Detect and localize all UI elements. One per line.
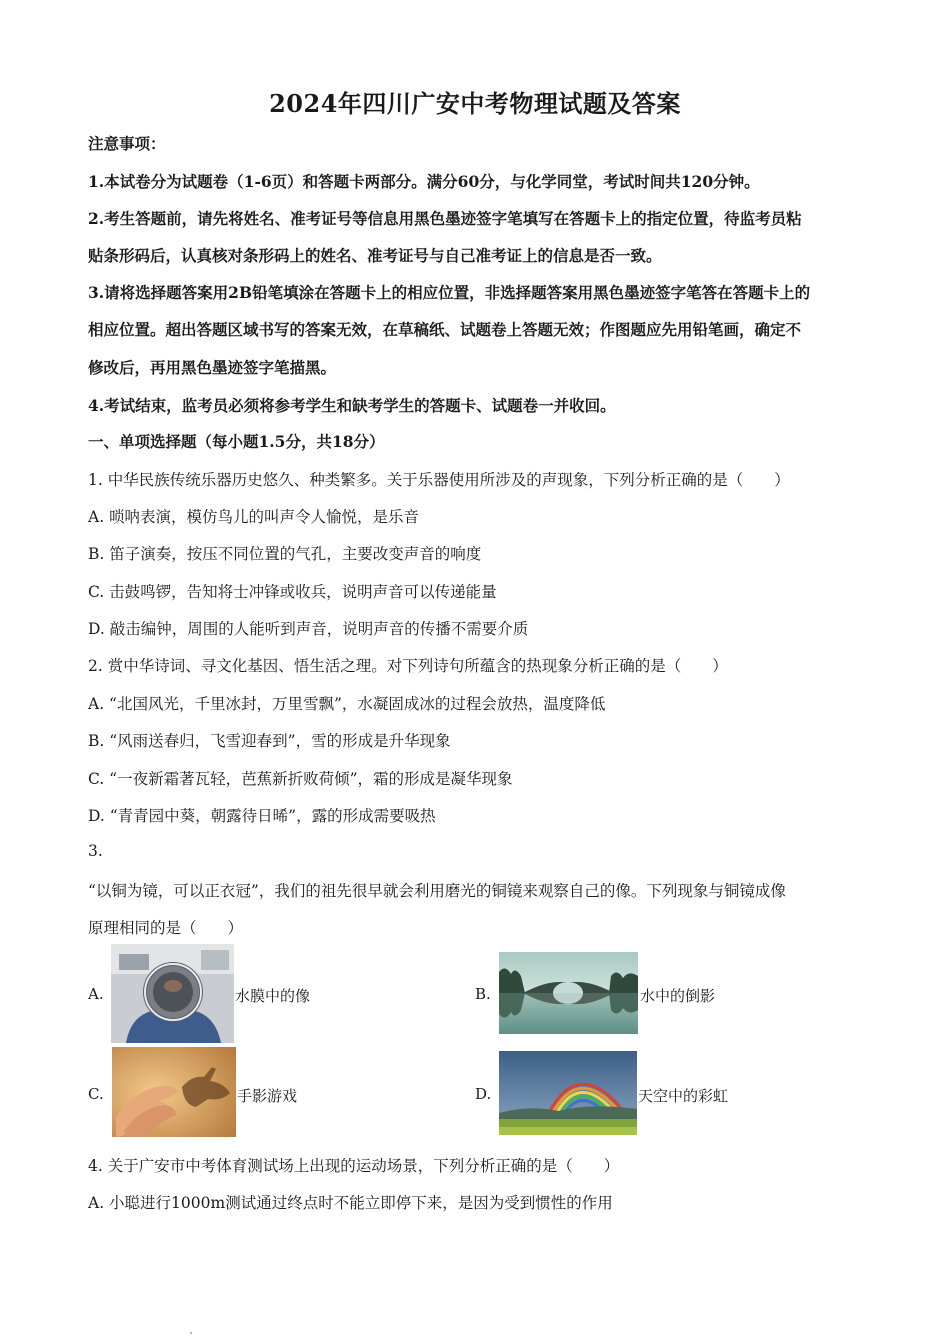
notice-heading: 注意事项： [88,134,166,153]
water-film-image [111,944,234,1043]
question-3-number: 3. [88,842,103,860]
rainbow-image [499,1051,637,1135]
page-title: 2024年四川广安中考物理试题及答案 [269,89,681,118]
question-2-option-a: A. “北国风光，千里冰封，万里雪飘”，水凝固成冰的过程会放热，温度降低 [88,695,606,713]
notice-line: 修改后，再用黑色墨迹签字笔描黑。 [88,358,337,377]
question-3-option-a-letter: A. [88,985,104,1003]
section-heading: 一、单项选择题（每小题1.5分，共18分） [88,432,385,451]
notice-line: 2.考生答题前，请先将姓名、准考证号等信息用黑色墨迹签字笔填写在答题卡上的指定位置，待监考员粘 [88,209,802,228]
water-reflection-image [499,952,638,1034]
question-4-stem: 4. 关于广安市中考体育测试场上出现的运动场景，下列分析正确的是（ ） [88,1157,620,1175]
question-3-option-b-caption: 水中的倒影 [640,987,716,1005]
question-2-stem: 2. 赏中华诗词、寻文化基因、悟生活之理。对下列诗句所蕴含的热现象分析正确的是（ ） [88,657,728,675]
question-3-option-d-caption: 天空中的彩虹 [638,1087,729,1105]
page-mark [190,1332,192,1334]
notice-line: 3.请将选择题答案用2B铅笔填涂在答题卡上的相应位置，非选择题答案用黑色墨迹签字笔答在答题卡上的 [88,283,811,302]
notice-line: 4.考试结束，监考员必须将参考学生和缺考学生的答题卡、试题卷一并收回。 [88,396,616,415]
hand-shadow-image [112,1047,236,1137]
question-3-option-b-letter: B. [475,985,491,1003]
question-2-option-b: B. “风雨送春归，飞雪迎春到”，雪的形成是升华现象 [88,732,451,750]
question-2-option-c: C. “一夜新霜著瓦轻，芭蕉新折败荷倾”，霜的形成是凝华现象 [88,770,513,788]
question-4-option-a: A. 小聪进行1000m测试通过终点时不能立即停下来，是因为受到惯性的作用 [88,1194,613,1212]
question-1-option-b: B. 笛子演奏，按压不同位置的气孔，主要改变声音的响度 [88,545,482,563]
question-1-option-d: D. 敲击编钟，周围的人能听到声音，说明声音的传播不需要介质 [88,620,529,638]
question-1-option-a: A. 唢呐表演，模仿鸟儿的叫声令人愉悦，是乐音 [88,508,420,526]
question-3-stem: “以铜为镜，可以正衣冠”，我们的祖先很早就会利用磨光的铜镜来观察自己的像。下列现象与铜镜成像 [88,882,786,900]
question-3-option-c-letter: C. [88,1085,104,1103]
question-3-option-c-caption: 手影游戏 [237,1087,298,1105]
notice-line: 贴条形码后，认真核对条形码上的姓名、准考证号与自己准考证上的信息是否一致。 [88,246,662,265]
question-1-option-c: C. 击鼓鸣锣，告知将士冲锋或收兵，说明声音可以传递能量 [88,583,497,601]
notice-line: 1.本试卷分为试题卷（1-6页）和答题卡两部分。满分60分，与化学同堂，考试时间共120分钟。 [88,172,760,191]
question-3-option-a-caption: 水膜中的像 [235,987,311,1005]
question-3-stem: 原理相同的是（ ） [88,919,244,937]
question-2-option-d: D. “青青园中葵，朝露待日晞”，露的形成需要吸热 [88,807,436,825]
question-1-stem: 1. 中华民族传统乐器历史悠久、种类繁多。关于乐器使用所涉及的声现象，下列分析正确的是（ ） [88,471,790,489]
question-3-option-d-letter: D. [475,1085,492,1103]
notice-line: 相应位置。超出答题区域书写的答案无效，在草稿纸、试题卷上答题无效；作图题应先用铅笔画，确定不 [88,320,802,339]
